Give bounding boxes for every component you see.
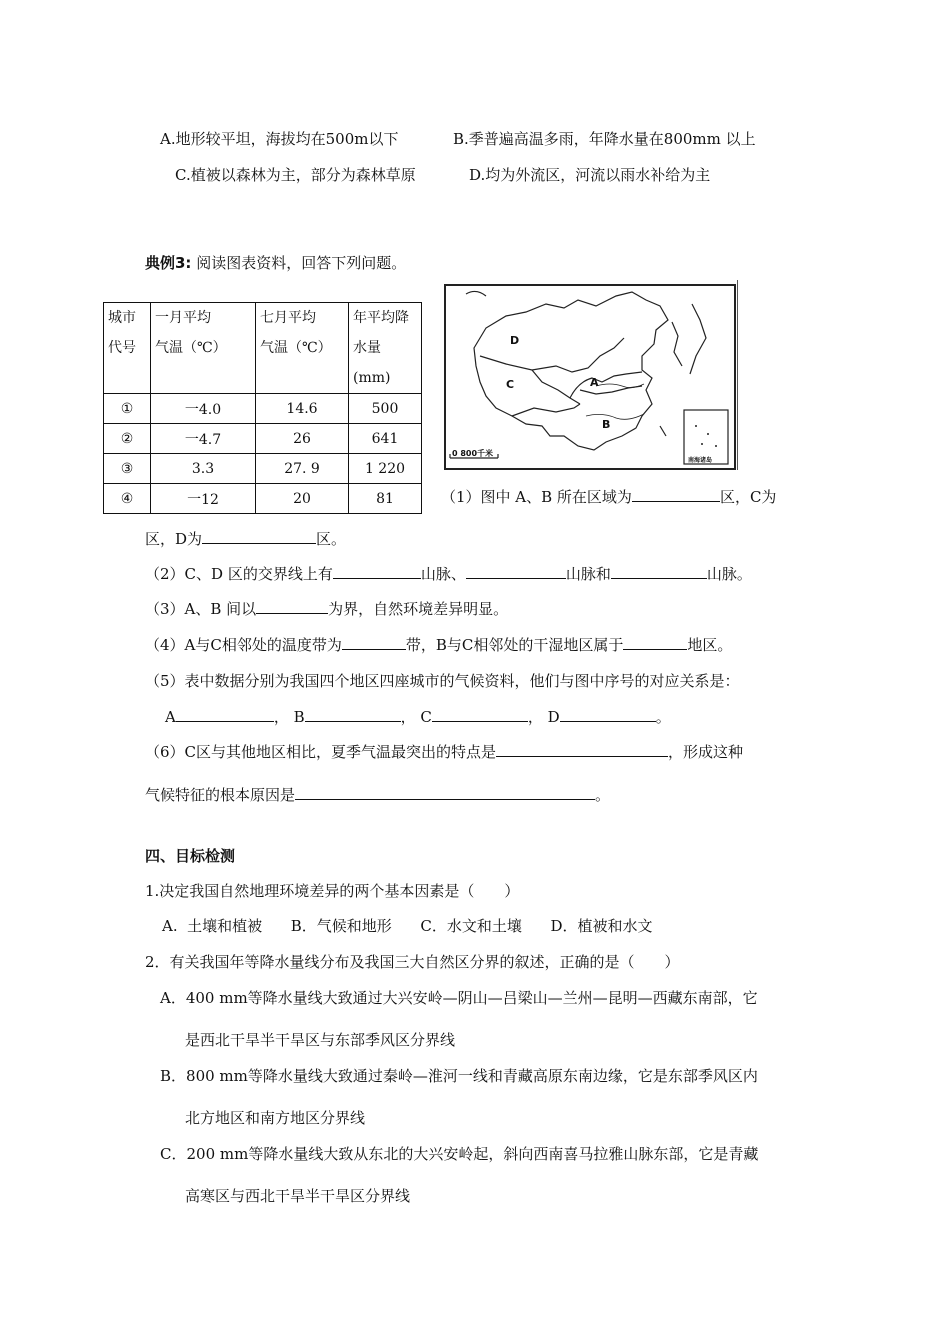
header-cell: 年平均降 水量(mm): [349, 303, 422, 394]
climate-table: [103, 302, 422, 514]
map-scale-label: 0 800千米: [452, 449, 494, 458]
map-label-b: B: [602, 418, 611, 431]
question-5: （5）表中数据分别为我国四个地区四座城市的气候资料，他们与图中序号的对应关系是：: [145, 672, 740, 690]
target-question-1-options: A. 土壤和植被 B．气候和地形 C．水文和土壤 D．植被和水文: [162, 917, 653, 935]
table-row: [104, 424, 422, 454]
table-row: [104, 394, 422, 424]
table-cell: 26: [256, 424, 349, 454]
option-b-line1: B．800 mm等降水量线大致通过秦岭—淮河一线和青藏高原东南边缘，它是东部季风区内: [160, 1067, 758, 1085]
header-cell: 一月平均 气温（℃）: [151, 303, 256, 394]
target-question-2: 2．有关我国年等降水量线分布及我国三大自然区分界的叙述，正确的是（ ）: [145, 953, 680, 971]
option-d-text: D.均为外流区，河流以雨水补给为主: [469, 166, 711, 184]
china-region-map: [444, 284, 736, 470]
table-cell: 641: [349, 424, 422, 454]
header-cell: 七月平均 气温（℃）: [256, 303, 349, 394]
question-6-line1: （6）C区与其他地区相比，夏季气温最突出的特点是 ，形成这种: [145, 743, 744, 761]
map-label-a: A: [590, 376, 599, 389]
table-cell: 500: [349, 394, 422, 424]
table-cell: 1 220: [349, 454, 422, 484]
example-label: 典例3:: [145, 254, 192, 272]
question-5-answers: A ， B ， C ， D 。: [165, 708, 671, 726]
section-4-title: 四、目标检测: [145, 847, 236, 865]
question-1-line1: （1）图中 A、B 所在区域为 区，C为: [441, 488, 777, 506]
table-cell: 3.3: [151, 454, 256, 484]
question-3: （3）A、B 间以 为界，自然环境差异明显。: [145, 600, 509, 618]
table-cell: ②: [104, 424, 151, 454]
table-header-row: [104, 303, 422, 394]
option-b-line2: 北方地区和南方地区分界线: [185, 1109, 366, 1127]
question-2: （2）C、D 区的交界线上有 山脉、 山脉和 山脉。: [145, 565, 752, 583]
option-a-text: A.地形较平坦，海拔均在500m以下: [160, 130, 399, 148]
table-cell: 81: [349, 484, 422, 514]
map-label-d: D: [510, 334, 520, 347]
table-cell: ①: [104, 394, 151, 424]
table-cell: 14.6: [256, 394, 349, 424]
map-label-c: C: [506, 378, 515, 391]
question-4: （4）A与C相邻处的温度带为 带，B与C相邻处的干湿地区属于 地区。: [145, 636, 733, 654]
map-inset-label: 南海诸岛: [688, 457, 713, 464]
table-cell: 一4.7: [151, 424, 256, 454]
option-c-text: C.植被以森林为主，部分为森林草原: [175, 166, 416, 184]
option-c-line1: C．200 mm等降水量线大致从东北的大兴安岭起，斜向西南喜马拉雅山脉东部，它是青藏: [160, 1145, 759, 1163]
table-cell: 27. 9: [256, 454, 349, 484]
map-side-rule: [737, 280, 738, 470]
header-cell: 城市 代号: [104, 303, 151, 394]
option-a-line1: A．400 mm等降水量线大致通过大兴安岭—阴山—吕梁山—兰州—昆明—西藏东南部，它: [160, 989, 758, 1007]
question-1-line2: 区，D为 区。: [145, 530, 347, 548]
question-6-line2: 气候特征的根本原因是 。: [145, 786, 611, 804]
table-cell: 一4.0: [151, 394, 256, 424]
option-a-line2: 是西北干旱半干旱区与东部季风区分界线: [185, 1031, 456, 1049]
table-row: [104, 484, 422, 514]
example-heading: [145, 252, 406, 273]
table-cell: 20: [256, 484, 349, 514]
table-row: [104, 454, 422, 484]
example-intro: 阅读图表资料，回答下列问题。: [196, 254, 407, 272]
map-drawing: [446, 286, 734, 468]
option-c-line2: 高寒区与西北干旱半干旱区分界线: [185, 1187, 411, 1205]
option-b-text: B.季普遍高温多雨，年降水量在800mm 以上: [453, 130, 756, 148]
target-question-1: 1.决定我国自然地理环境差异的两个基本因素是（ ）: [145, 882, 520, 900]
table-cell: 一12: [151, 484, 256, 514]
table-cell: ④: [104, 484, 151, 514]
table-cell: ③: [104, 454, 151, 484]
